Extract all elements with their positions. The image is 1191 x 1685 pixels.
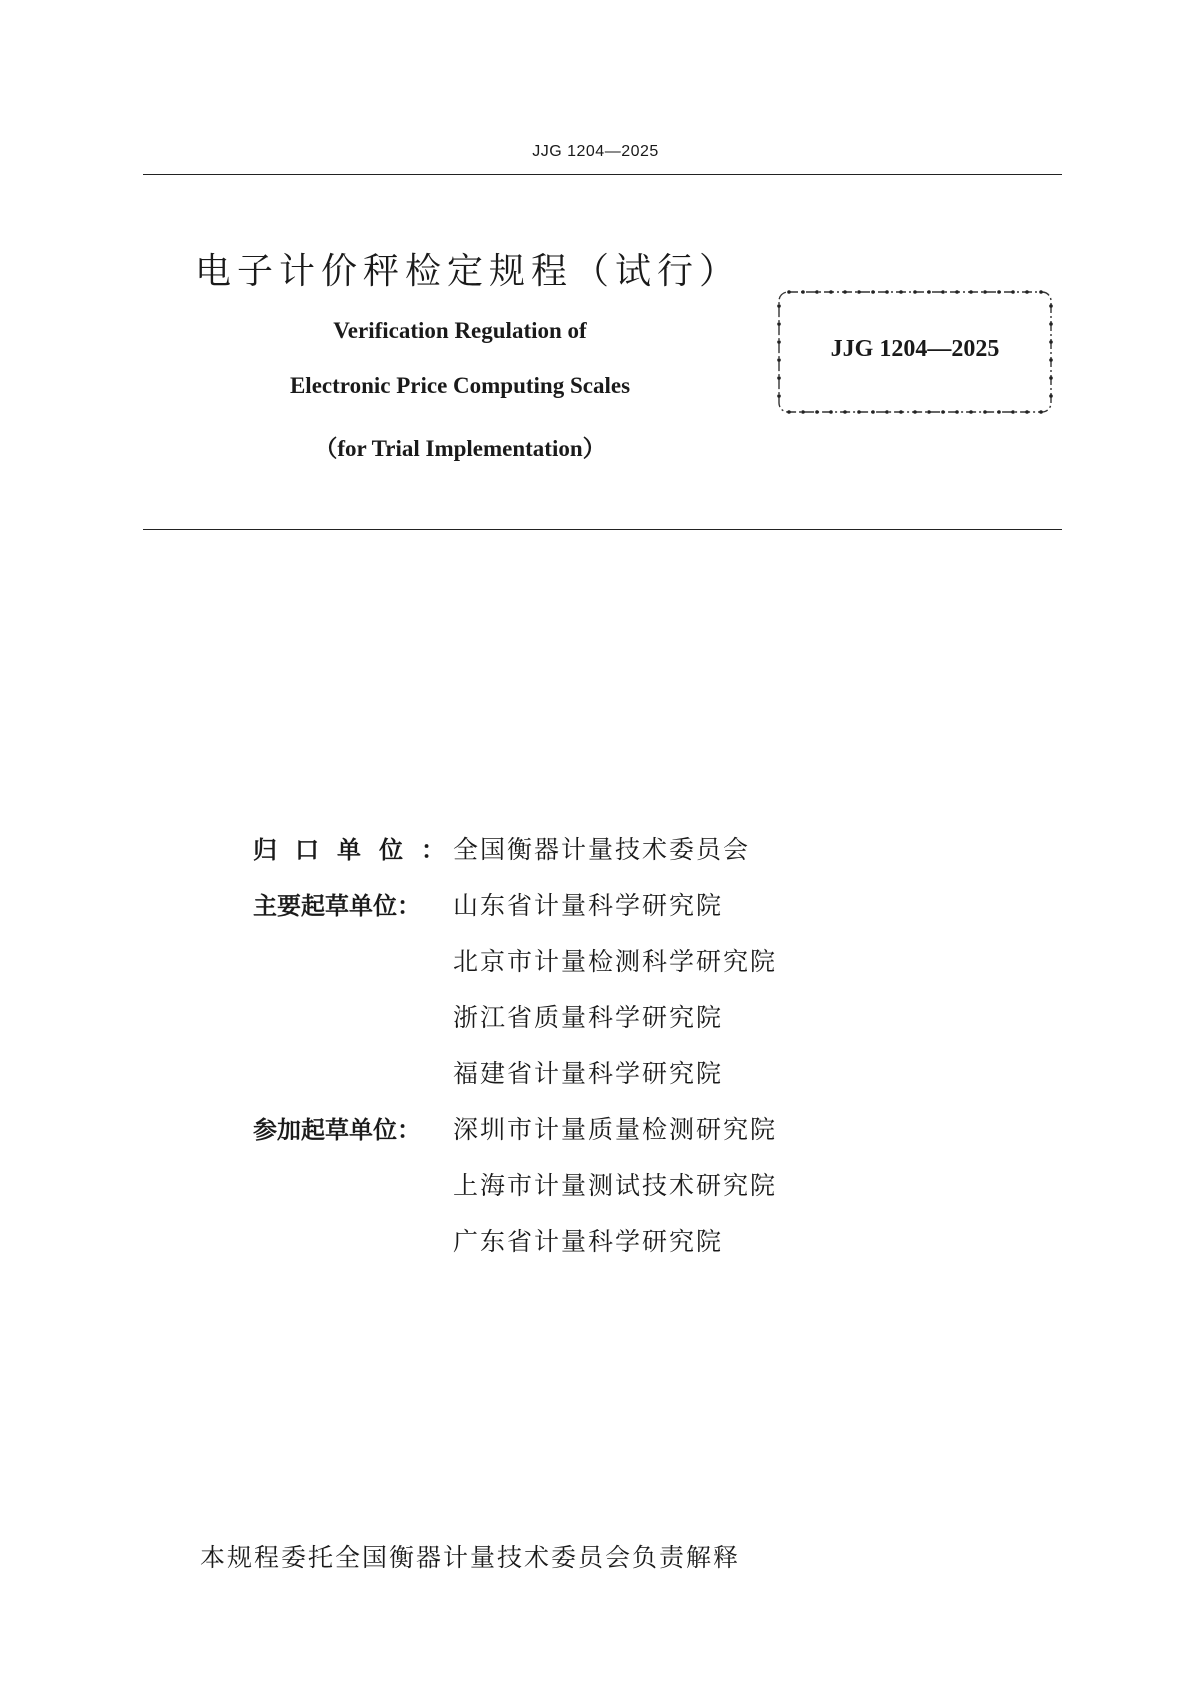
english-title-line-2: Electronic Price Computing Scales: [289, 373, 631, 398]
responsible-organization: 全国衡器计量技术委员会: [453, 835, 751, 864]
title-divider: [143, 529, 1062, 530]
english-title-line-1: Verification Regulation of: [333, 318, 587, 343]
participating-organization: 广东省计量科学研究院: [453, 1227, 724, 1256]
participating-organization: 上海市计量测试技术研究院: [453, 1171, 778, 1200]
participating-organization: 深圳市计量质量检测研究院: [453, 1115, 778, 1144]
interpretation-note: 本规程委托全国衡器计量技术委员会负责解释: [200, 1543, 741, 1572]
header-divider: [143, 174, 1062, 175]
main-drafting-organization: 福建省计量科学研究院: [453, 1059, 724, 1088]
main-drafting-organization: 浙江省质量科学研究院: [453, 1003, 724, 1032]
standard-code: JJG 1204—2025: [830, 336, 1000, 362]
main-drafting-label: 主要起草单位：: [253, 892, 421, 920]
standard-code-box: [775, 288, 1055, 416]
header-standard-code: JJG 1204—2025: [532, 143, 659, 160]
responsible-label: 归口单位：: [253, 836, 445, 864]
main-drafting-organization: 北京市计量检测科学研究院: [453, 947, 778, 976]
english-title-line-3: （for Trial Implementation）: [314, 436, 606, 461]
chinese-title: 电子计价秤检定规程（试行）: [195, 251, 742, 292]
participating-label: 参加起草单位：: [253, 1116, 421, 1144]
main-drafting-organization: 山东省计量科学研究院: [453, 891, 724, 920]
